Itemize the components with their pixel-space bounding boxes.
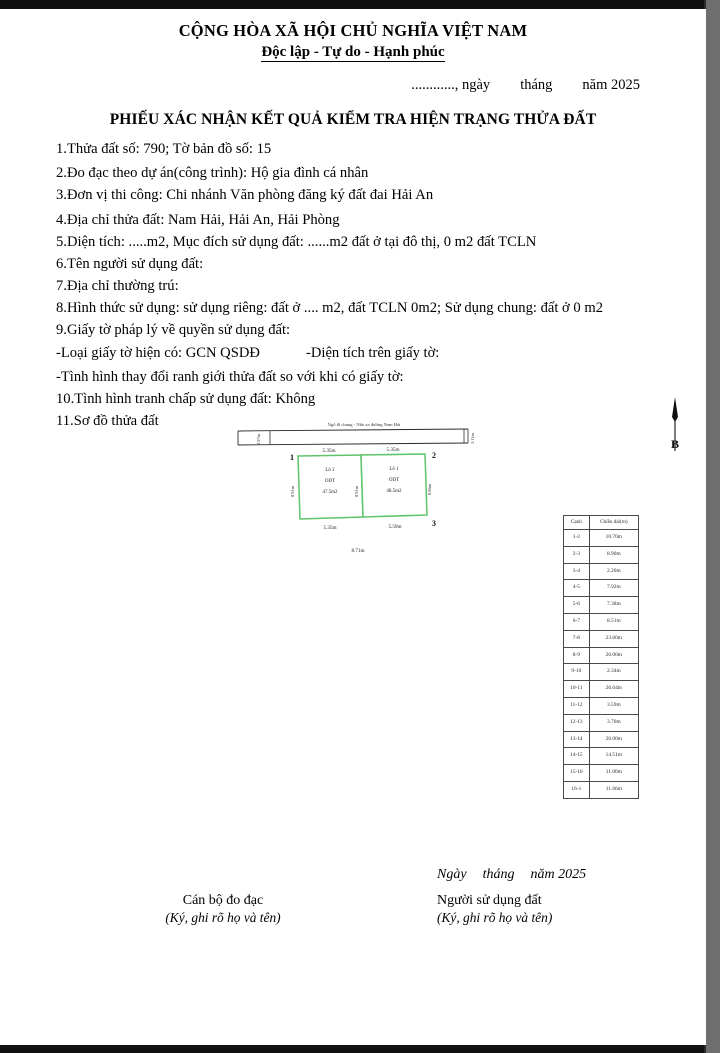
field-use-form: 8.Hình thức sử dụng: sử dụng riêng: đất ở .... m2, đất TCLN 0m2; Sử dụng chung: đất ở 0 m2: [56, 300, 604, 317]
scan-edge-top: [0, 0, 720, 9]
edge-table-row: [564, 563, 639, 580]
edge-table-cell-edge: 10-11: [564, 681, 590, 698]
edge-table-cell-length: 8.90m: [589, 546, 638, 563]
edge-table-header-row: [564, 516, 639, 530]
footer-date-line: [437, 867, 586, 883]
field-parcel-address: 4.Địa chỉ thửa đất: Nam Hải, Hải An, Hải Phòng: [56, 211, 340, 228]
field-doc-type: -Loại giấy tờ hiện có: GCN QSDĐ: [56, 344, 260, 361]
field-legal-docs: 9.Giấy tờ pháp lý về quyền sử dụng đất:: [56, 322, 291, 339]
dim-left-side: 8.91m: [290, 485, 295, 497]
date-place: ............, ngày: [411, 77, 491, 93]
edge-table-row: [564, 630, 639, 647]
footer-date-year: năm 2025: [530, 867, 587, 882]
edge-table-row: [564, 613, 639, 630]
field-legal-docs-detail-row: [56, 342, 680, 364]
date-month: tháng: [520, 77, 553, 93]
edge-table-cell-edge: 9-10: [564, 664, 590, 681]
edge-table-cell-length: 3.59m: [589, 697, 638, 714]
edge-table-cell-edge: 6-7: [564, 613, 590, 630]
field-survey-unit: 3.Đơn vị thi công: Chi nhánh Văn phòng đăng ký đất đai Hải An: [56, 187, 434, 204]
scan-edge-bottom: [0, 1045, 720, 1053]
edge-table-cell-edge: 14-15: [564, 748, 590, 765]
field-boundary-change: -Tình hình thay đổi ranh giới thửa đất so với khi có giấy tờ:: [56, 368, 404, 385]
field-user-name: 6.Tên người sử dụng đất:: [56, 255, 204, 272]
field-doc-area: -Diện tích trên giấy tờ:: [306, 344, 440, 361]
landuser-signature-block: [437, 893, 552, 926]
edge-table-cell-length: 14.51m: [589, 748, 638, 765]
edge-table-row: [564, 697, 639, 714]
corner-marker-1: 1: [290, 453, 294, 462]
date-year: năm 2025: [582, 77, 640, 93]
road-width-left: 3.97m: [256, 433, 261, 445]
document-sheet: [0, 9, 706, 1045]
edge-table-cell-length: 23.60m: [589, 630, 638, 647]
north-arrow: [664, 395, 690, 465]
footer-date-month: tháng: [482, 867, 515, 882]
edge-table-cell-edge: 4-5: [564, 580, 590, 597]
landuser-role: Người sử dụng đất: [437, 893, 542, 908]
surveyor-note: (Ký, ghi rõ họ và tên): [165, 910, 281, 925]
plot-1-outline: [361, 454, 427, 517]
edge-table-row: [564, 781, 639, 798]
edge-table-row: [564, 731, 639, 748]
edge-table-body: [564, 530, 639, 799]
edge-table-cell-edge: 15-16: [564, 765, 590, 782]
corner-marker-2: 2: [432, 451, 436, 460]
edge-table-cell-edge: 5-6: [564, 597, 590, 614]
edge-table-cell-length: 10.70m: [589, 530, 638, 547]
edge-table-cell-edge: 3-4: [564, 563, 590, 580]
edge-table-row: [564, 647, 639, 664]
field-parcel-number: 1.Thửa đất số: 790; Tờ bản đồ số: 15: [56, 141, 272, 157]
road-label: Ngõ đi chung - Nhà xa đường Nam Hải: [327, 422, 401, 427]
edge-table-cell-length: 7.38m: [589, 597, 638, 614]
plot-2-purpose: ODT: [324, 479, 336, 484]
road-width-right: 3.11m: [470, 433, 475, 444]
edge-table-cell-length: 20.00m: [589, 647, 638, 664]
edge-table-cell-length: 3.70m: [589, 714, 638, 731]
parcel-diagram: [236, 413, 486, 563]
dim-top-left: 5.35m: [322, 448, 336, 454]
footer-date-day: Ngày: [437, 867, 467, 882]
edge-table-cell-edge: 11-12: [564, 697, 590, 714]
edge-table-cell-edge: 12-13: [564, 714, 590, 731]
edge-table-header-length: Chiều dài(m): [589, 516, 638, 530]
edge-table-row: [564, 580, 639, 597]
edge-table-header-edge: Cạnh: [564, 516, 590, 530]
edge-table-cell-length: 2.20m: [589, 563, 638, 580]
field-dispute-status: 10.Tình hình tranh chấp sử dụng đất: Không: [56, 390, 316, 407]
road-bottom-line: [238, 443, 468, 445]
north-arrow-label: B: [670, 437, 680, 451]
plot-1-name: Lô 1: [389, 467, 399, 472]
national-title: CỘNG HÒA XÃ HỘI CHỦ NGHĨA VIỆT NAM: [178, 21, 528, 40]
edge-table-row: [564, 765, 639, 782]
field-area-purpose: 5.Diện tích: .....m2, Mục đích sử dụng đất: ......m2 đất ở tại đô thị, 0 m2 đất TCLN: [56, 233, 537, 250]
edge-table-cell-edge: 7-8: [564, 630, 590, 647]
dim-top-right: 5.35m: [386, 447, 400, 453]
edge-table-cell-length: 7.92m: [589, 580, 638, 597]
plot-1-area: 48.5m2: [386, 489, 402, 494]
edge-table-cell-length: 11.00m: [589, 765, 638, 782]
edge-table-cell-length: 20.00m: [589, 731, 638, 748]
corner-marker-3: 3: [432, 519, 436, 528]
edge-table-cell-length: 26.64m: [589, 681, 638, 698]
plot-1-purpose: ODT: [388, 478, 400, 483]
edge-table-cell-length: 2.34m: [589, 664, 638, 681]
edge-table-cell-edge: 16-1: [564, 781, 590, 798]
dim-total-width: 8.71m: [351, 548, 365, 554]
road-top-line: [238, 429, 468, 431]
edge-table-cell-length: 11.66m: [589, 781, 638, 798]
edge-table-row: [564, 714, 639, 731]
plot-2-name: Lô 2: [325, 468, 335, 473]
field-parcel-diagram-label: 11.Sơ đồ thửa đất: [56, 413, 159, 430]
edge-table-row: [564, 681, 639, 698]
edge-table-row: [564, 597, 639, 614]
edge-length-table: [563, 515, 639, 799]
edge-table-cell-length: 8.51m: [589, 613, 638, 630]
document-title: PHIẾU XÁC NHẬN KẾT QUẢ KIỂM TRA HIỆN TRẠNG THỬA ĐẤT: [109, 111, 597, 128]
dim-bottom-left: 5.35m: [323, 525, 337, 531]
edge-table-cell-edge: 8-9: [564, 647, 590, 664]
field-permanent-address: 7.Địa chỉ thường trú:: [56, 278, 179, 295]
dim-right-side: 8.86m: [427, 483, 432, 495]
edge-table-cell-edge: 13-14: [564, 731, 590, 748]
dim-mid-side: 8.91m: [354, 485, 359, 497]
edge-table-row: [564, 530, 639, 547]
surveyor-signature-block: [163, 893, 283, 926]
date-line: [0, 77, 706, 94]
dim-bottom-right: 5.59m: [388, 524, 402, 530]
field-survey-project: 2.Đo đạc theo dự án(công trình): Hộ gia đình cá nhân: [56, 165, 369, 182]
scan-edge-right: [706, 0, 720, 1053]
edge-table-cell-edge: 2-3: [564, 546, 590, 563]
surveyor-role: Cán bộ đo đạc: [182, 893, 264, 908]
plot-2-area: 47.5m2: [322, 490, 338, 495]
national-motto: Độc lập - Tự do - Hạnh phúc: [261, 44, 445, 60]
edge-table-row: [564, 748, 639, 765]
edge-table-cell-edge: 1-2: [564, 530, 590, 547]
edge-table-row: [564, 664, 639, 681]
form-body: [0, 138, 706, 432]
edge-table-row: [564, 546, 639, 563]
landuser-note: (Ký, ghi rõ họ và tên): [437, 910, 553, 925]
